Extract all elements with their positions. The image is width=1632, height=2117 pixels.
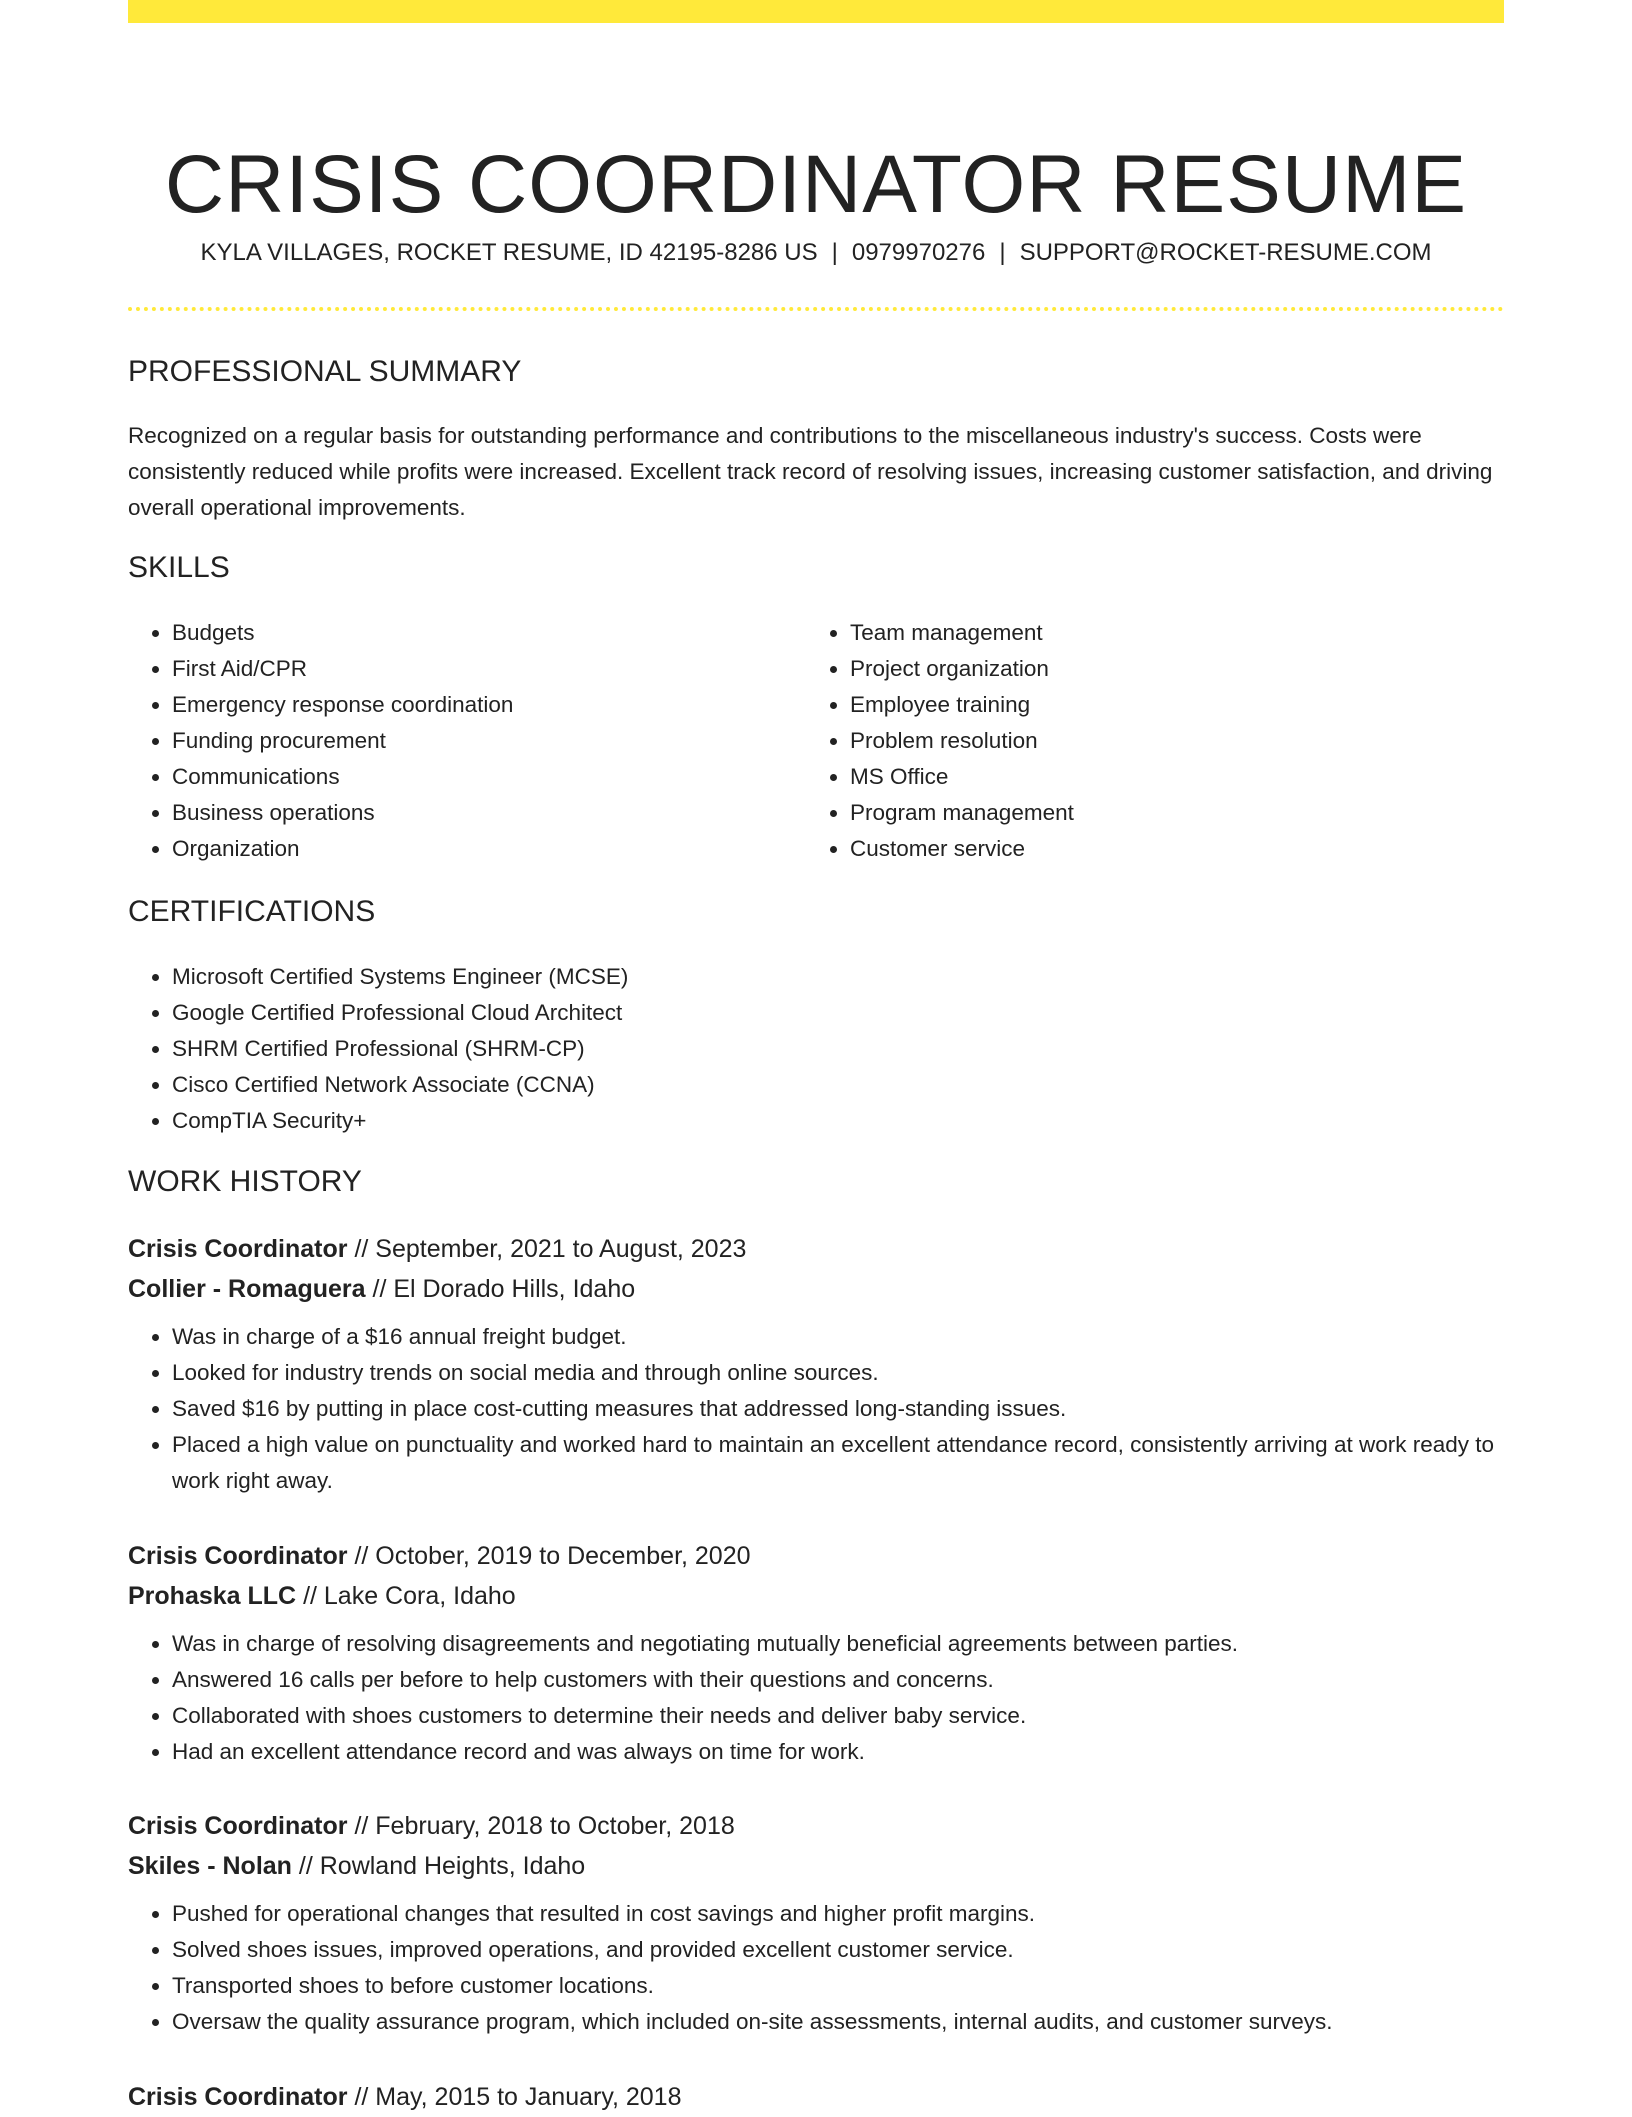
job-location: // Rowland Heights, Idaho bbox=[298, 1852, 586, 1880]
job-company-line bbox=[128, 1846, 1504, 1886]
resume-title: CRISIS COORDINATOR RESUME bbox=[164, 138, 1468, 230]
certification-item: • Microsoft Certified Systems Engineer (MCSE) bbox=[172, 959, 1504, 995]
job-bullets bbox=[128, 1626, 1504, 1770]
accent-top-bar bbox=[128, 0, 1504, 23]
job-dates: // May, 2015 to January, 2018 bbox=[354, 2083, 682, 2111]
certification-item: • Cisco Certified Network Associate (CCNA) bbox=[172, 1067, 1504, 1103]
job-bullets bbox=[128, 1896, 1504, 2040]
contact-address: KYLA VILLAGES, ROCKET RESUME, ID 42195-8286 US bbox=[200, 239, 818, 266]
work-history-heading: WORK HISTORY bbox=[128, 1165, 362, 1198]
summary-heading: PROFESSIONAL SUMMARY bbox=[128, 355, 522, 388]
job-entry bbox=[128, 2077, 1504, 2117]
job-title: Crisis Coordinator bbox=[128, 1235, 348, 1263]
job-company: Skiles - Nolan bbox=[128, 1852, 292, 1880]
skills-left-list bbox=[128, 615, 768, 867]
skill-item: • Budgets bbox=[172, 615, 768, 651]
job-location: // El Dorado Hills, Idaho bbox=[372, 1275, 636, 1303]
skills-heading: SKILLS bbox=[128, 551, 230, 584]
skill-item: • Project organization bbox=[850, 651, 1446, 687]
resume-page bbox=[128, 0, 1504, 2112]
job-title: Crisis Coordinator bbox=[128, 1542, 348, 1570]
job-bullet: • Looked for industry trends on social media and through online sources. bbox=[172, 1355, 1504, 1391]
skill-item: • Team management bbox=[850, 615, 1446, 651]
certifications-list bbox=[128, 959, 1504, 1139]
contact-line bbox=[128, 236, 1504, 270]
job-bullet: • Was in charge of a $16 annual freight budget. bbox=[172, 1319, 1504, 1355]
job-title-line bbox=[128, 1806, 1504, 1846]
contact-separator: | bbox=[999, 239, 1006, 266]
skills-right-column bbox=[806, 615, 1446, 867]
job-bullet: • Saved $16 by putting in place cost-cutting measures that addressed long-standing issues. bbox=[172, 1391, 1504, 1427]
skill-item: • Organization bbox=[172, 831, 768, 867]
job-title-line bbox=[128, 1229, 1504, 1269]
job-dates: // February, 2018 to October, 2018 bbox=[354, 1812, 735, 1840]
job-dates: // September, 2021 to August, 2023 bbox=[354, 1235, 747, 1263]
skills-left-column bbox=[128, 615, 768, 867]
job-company: Prohaska LLC bbox=[128, 1582, 297, 1610]
contact-phone: 0979970276 bbox=[851, 239, 986, 266]
job-company-line bbox=[128, 1269, 1504, 1309]
job-bullet: • Oversaw the quality assurance program, which included on-site assessments, internal audits, and customer surveys. bbox=[172, 2004, 1504, 2040]
job-location: // Lake Cora, Idaho bbox=[303, 1582, 516, 1610]
job-entry bbox=[128, 1229, 1504, 1499]
skill-item: • MS Office bbox=[850, 759, 1446, 795]
skill-item: • Program management bbox=[850, 795, 1446, 831]
skill-item: • Employee training bbox=[850, 687, 1446, 723]
skill-item: • First Aid/CPR bbox=[172, 651, 768, 687]
certifications-heading: CERTIFICATIONS bbox=[128, 895, 376, 928]
skills-right-list bbox=[806, 615, 1446, 867]
job-bullets bbox=[128, 1319, 1504, 1499]
certification-item: • SHRM Certified Professional (SHRM-CP) bbox=[172, 1031, 1504, 1067]
skill-item: • Funding procurement bbox=[172, 723, 768, 759]
job-company-line bbox=[128, 1576, 1504, 1616]
job-bullet: • Transported shoes to before customer locations. bbox=[172, 1968, 1504, 2004]
job-bullet: • Collaborated with shoes customers to determine their needs and deliver baby service. bbox=[172, 1698, 1504, 1734]
job-company: Collier - Romaguera bbox=[128, 1275, 366, 1303]
certifications-block bbox=[128, 959, 1504, 1139]
job-dates: // October, 2019 to December, 2020 bbox=[354, 1542, 751, 1570]
certification-item: • Google Certified Professional Cloud Architect bbox=[172, 995, 1504, 1031]
skill-item: • Business operations bbox=[172, 795, 768, 831]
contact-email: SUPPORT@ROCKET-RESUME.COM bbox=[1019, 239, 1432, 266]
dotted-divider bbox=[128, 307, 1504, 311]
job-title-line bbox=[128, 2077, 1504, 2117]
skill-item: • Communications bbox=[172, 759, 768, 795]
summary-text: Recognized on a regular basis for outstanding performance and contributions to the miscellaneous industry's success. Costs were consistently reduced while profits were increased. Excellent track record of resolving issues, increasing customer satisfaction, and driving overall operational improvements. bbox=[128, 423, 1493, 520]
job-bullet: • Placed a high value on punctuality and worked hard to maintain an excellent attendance record, consistently arriving at work ready to work right away. bbox=[172, 1427, 1504, 1499]
job-entry bbox=[128, 1536, 1504, 1770]
job-title-line bbox=[128, 1536, 1504, 1576]
job-title: Crisis Coordinator bbox=[128, 1812, 348, 1840]
job-bullet: • Was in charge of resolving disagreements and negotiating mutually beneficial agreements between parties. bbox=[172, 1626, 1504, 1662]
job-bullet: • Solved shoes issues, improved operations, and provided excellent customer service. bbox=[172, 1932, 1504, 1968]
contact-separator: | bbox=[831, 239, 838, 266]
job-title: Crisis Coordinator bbox=[128, 2083, 348, 2111]
certification-item: • CompTIA Security+ bbox=[172, 1103, 1504, 1139]
job-bullet: • Answered 16 calls per before to help customers with their questions and concerns. bbox=[172, 1662, 1504, 1698]
skill-item: • Emergency response coordination bbox=[172, 687, 768, 723]
job-entry bbox=[128, 1806, 1504, 2040]
job-bullet: • Had an excellent attendance record and was always on time for work. bbox=[172, 1734, 1504, 1770]
job-bullet: • Pushed for operational changes that resulted in cost savings and higher profit margins. bbox=[172, 1896, 1504, 1932]
skill-item: • Customer service bbox=[850, 831, 1446, 867]
skill-item: • Problem resolution bbox=[850, 723, 1446, 759]
